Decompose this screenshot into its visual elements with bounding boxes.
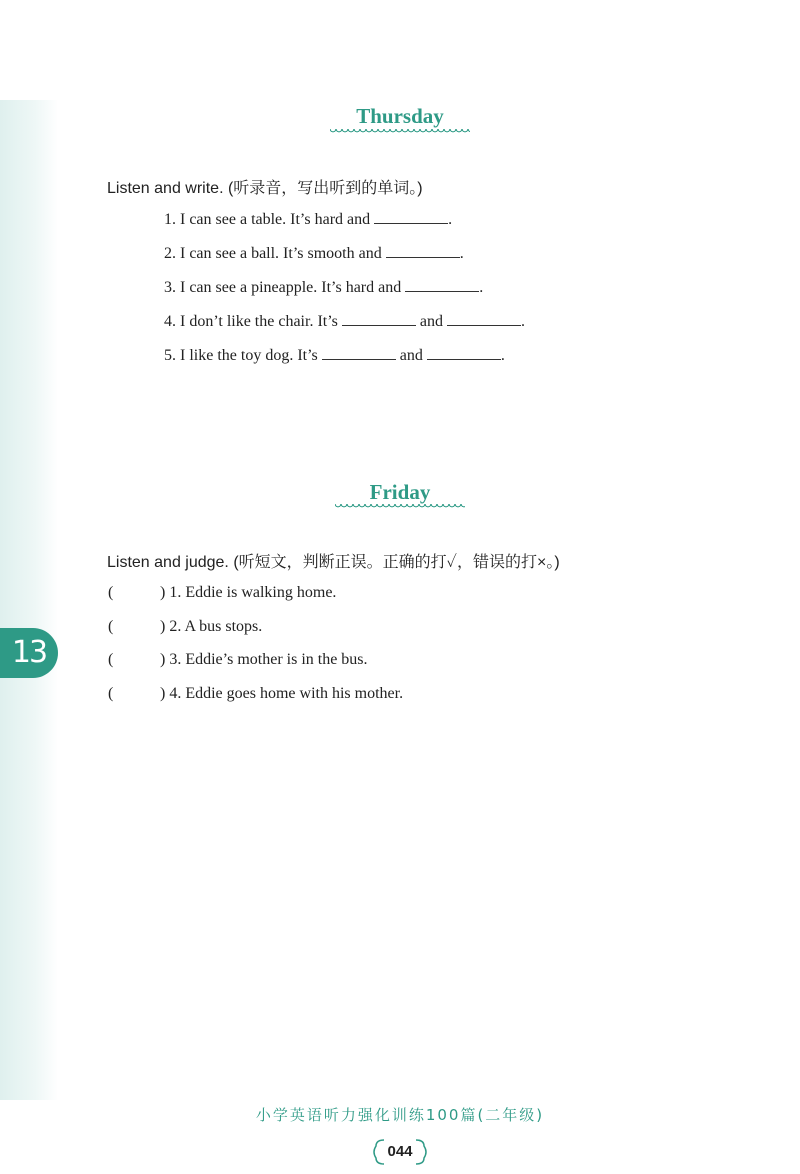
thursday-item-1: 1. I can see a table. It’s hard and . (164, 211, 453, 228)
page-number: 044 (370, 1136, 430, 1168)
friday-item-3: ( ) 3. Eddie’s mother is in the bus. (108, 651, 368, 668)
footer-book-title: 小学英语听力强化训练100篇(二年级) (255, 1106, 545, 1124)
unit-tab: 13 (0, 628, 58, 678)
answer-blank[interactable] (374, 209, 448, 224)
thursday-item-3: 3. I can see a pineapple. It’s hard and . (164, 279, 484, 296)
answer-blank[interactable] (427, 345, 501, 360)
friday-title: Friday (369, 480, 431, 504)
side-strip (0, 100, 58, 1100)
thursday-item-2: 2. I can see a ball. It’s smooth and . (164, 245, 464, 262)
thursday-instruction: Listen and write. (听录音，写出听到的单词。) (107, 180, 423, 197)
thursday-item-4: 4. I don’t like the chair. It’s and . (164, 313, 525, 330)
answer-bracket[interactable]: ( (108, 685, 114, 702)
friday-instruction: Listen and judge. (听短文，判断正误。正确的打✓，错误的打×。) (107, 554, 560, 571)
answer-blank[interactable] (405, 277, 479, 292)
friday-wave-underline (335, 504, 465, 510)
thursday-wave-underline (330, 129, 470, 135)
answer-blank[interactable] (447, 311, 521, 326)
answer-bracket[interactable]: ( (108, 618, 114, 635)
friday-item-1: ( ) 1. Eddie is walking home. (108, 584, 337, 601)
answer-bracket[interactable]: ( (108, 584, 114, 601)
answer-blank[interactable] (322, 345, 396, 360)
thursday-title: Thursday (356, 104, 444, 128)
answer-bracket[interactable]: ( (108, 651, 114, 668)
answer-blank[interactable] (386, 243, 460, 258)
answer-blank[interactable] (342, 311, 416, 326)
friday-item-2: ( ) 2. A bus stops. (108, 618, 263, 635)
thursday-item-5: 5. I like the toy dog. It’s and . (164, 347, 505, 364)
friday-item-4: ( ) 4. Eddie goes home with his mother. (108, 685, 404, 702)
